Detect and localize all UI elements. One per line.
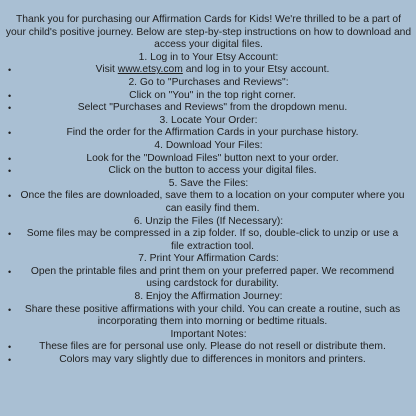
bullet-item — [5, 153, 412, 166]
step-heading: 7. Print Your Affirmation Cards: — [138, 253, 279, 265]
bullet-text: Some files may be compressed in a zip folder. If so, double-click to unzip or use a file extraction tool. — [26, 228, 399, 252]
step-heading: 8. Enjoy the Affirmation Journey: — [134, 291, 283, 303]
bullet-text: Visit — [95, 64, 118, 76]
bullet-text: Find the order for the Affirmation Cards in your purchase history. — [66, 127, 359, 139]
bullet-icon: • — [8, 90, 12, 101]
step-section — [5, 291, 412, 329]
bullet-icon: • — [8, 128, 12, 139]
bullet-text: Share these positive affirmations with your child. You can create a routine, such as incorporating them into morning or bedtime rituals. — [24, 303, 401, 328]
bullet-icon: • — [8, 266, 12, 277]
bullet-item — [5, 90, 412, 103]
bullet-text: Colors may vary slightly due to differences in monitors and printers. — [59, 354, 366, 366]
bullet-item — [5, 64, 412, 77]
bullet-icon: • — [8, 342, 12, 353]
bullet-text: Select "Purchases and Reviews" from the dropdown menu. — [77, 102, 348, 114]
step-section — [5, 115, 412, 140]
step-heading: 5. Save the Files: — [168, 177, 249, 189]
bullet-text: These files are for personal use only. Please do not resell or distribute them. — [39, 341, 386, 353]
bullet-item — [5, 266, 412, 291]
bullet-text: Click on the button to access your digital files. — [108, 165, 317, 177]
bullet-icon: • — [8, 65, 12, 76]
step-heading: 1. Log in to Your Etsy Account: — [138, 51, 279, 63]
bullet-icon: • — [8, 166, 12, 177]
bullet-item — [5, 102, 412, 115]
bullet-text: Look for the "Download Files" button next to your order. — [86, 152, 339, 164]
bullet-text: and log in to your Etsy account. — [182, 64, 330, 76]
step-heading: 4. Download Your Files: — [154, 139, 263, 151]
bullet-icon: • — [8, 229, 12, 240]
bullet-item — [5, 341, 412, 354]
intro-paragraph — [5, 14, 412, 52]
step-section — [5, 329, 412, 367]
bullet-icon: • — [8, 103, 12, 114]
step-heading: 3. Locate Your Order: — [159, 114, 258, 126]
step-heading: 2. Go to "Purchases and Reviews": — [128, 76, 289, 88]
bullet-text: Once the files are downloaded, save them to a location on your computer where you can easily find them. — [20, 190, 405, 214]
intro-text: Thank you for purchasing our Affirmation Cards for Kids! We're thrilled to be a part of your child's positive journey. Below are step-by-step instructions on how to download and access your digital files. — [5, 14, 412, 51]
step-section — [5, 216, 412, 254]
step-section — [5, 52, 412, 77]
bullet-icon: • — [8, 304, 12, 315]
etsy-link[interactable]: www.etsy.com — [117, 64, 183, 76]
bullet-item — [5, 228, 412, 253]
step-section — [5, 77, 412, 115]
bullet-item — [5, 190, 412, 215]
bullet-item — [5, 304, 412, 329]
step-heading: 6. Unzip the Files (If Necessary): — [133, 215, 284, 227]
step-section — [5, 178, 412, 216]
bullet-icon: • — [8, 153, 12, 164]
step-section — [5, 140, 412, 178]
bullet-text: Open the printable files and print them on your preferred paper. We recommend using cardstock for durability. — [30, 265, 395, 290]
step-section — [5, 253, 412, 291]
bullet-item — [5, 127, 412, 140]
bullet-item — [5, 354, 412, 367]
step-heading: Important Notes: — [170, 328, 247, 340]
bullet-icon: • — [8, 355, 12, 366]
steps-list — [5, 52, 412, 367]
bullet-item — [5, 165, 412, 178]
bullet-text: Click on "You" in the top right corner. — [129, 89, 296, 101]
bullet-icon: • — [8, 191, 12, 202]
